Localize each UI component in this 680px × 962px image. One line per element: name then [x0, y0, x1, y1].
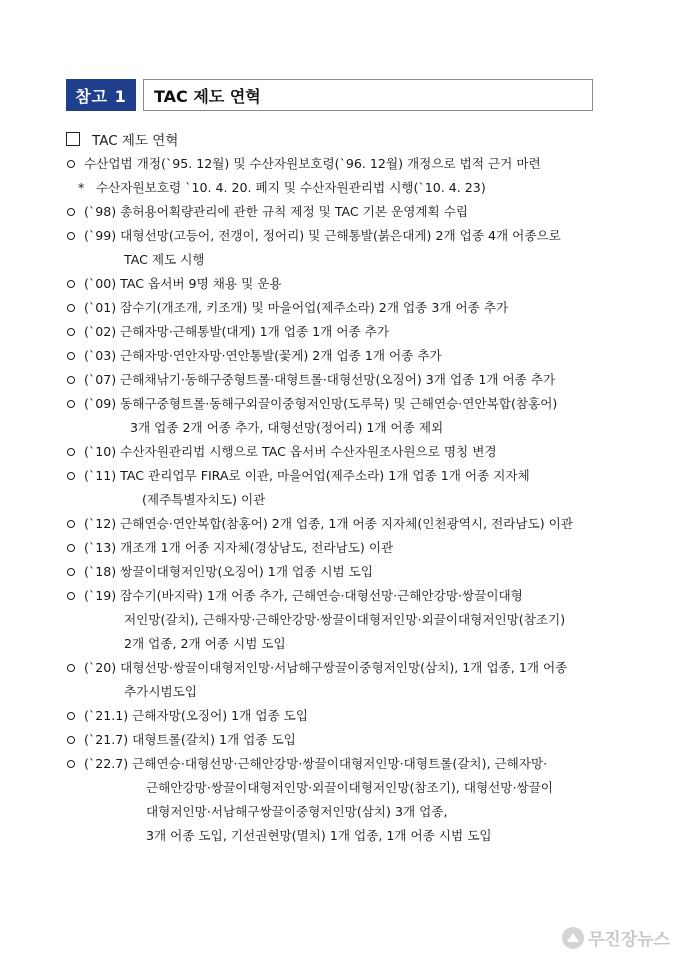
item-text: 수산업법 개정(`95. 12월) 및 수산자원보호령(`96. 12월) 개정으로 법적 근거 마련	[84, 156, 541, 171]
list-item	[66, 704, 626, 728]
list-item	[66, 272, 626, 296]
asterisk-icon: *	[78, 180, 85, 195]
circle-bullet-icon	[67, 448, 75, 456]
item-text: (`13) 개조개 1개 어종 지자체(경상남도, 전라남도) 이관	[84, 540, 394, 555]
circle-bullet-icon	[67, 568, 75, 576]
list-item	[66, 728, 626, 752]
circle-bullet-icon	[67, 712, 75, 720]
circle-bullet-icon	[67, 232, 75, 240]
item-text: (`19) 잠수기(바지락) 1개 어종 추가, 근해연승·대형선망·근해안강망·쌍끌이대형	[84, 588, 523, 603]
item-text: (`03) 근해자망·연안자망·연안통발(꽃게) 2개 업종 1개 어종 추가	[84, 348, 442, 363]
list-item	[66, 560, 626, 584]
circle-bullet-icon	[67, 208, 75, 216]
list-item	[66, 440, 626, 464]
watermark-text: 무진장뉴스	[587, 930, 670, 950]
item-text: (`18) 쌍끌이대형저인망(오징어) 1개 업종 시범 도입	[84, 564, 373, 579]
list-item	[66, 368, 626, 392]
circle-bullet-icon	[67, 400, 75, 408]
item-text-continued: TAC 제도 시행	[124, 252, 205, 267]
circle-bullet-icon	[67, 376, 75, 384]
circle-bullet-icon	[67, 736, 75, 744]
circle-bullet-icon	[67, 544, 75, 552]
item-text: (`11) TAC 관리업무 FIRA로 이관, 마을어업(제주소라) 1개 업종 1개 어종 지자체	[84, 468, 530, 483]
history-list	[66, 152, 626, 848]
item-text-continued: 3개 어종 도입, 기선권현망(멸치) 1개 업종, 1개 어종 시범 도입	[146, 828, 492, 843]
list-item	[66, 320, 626, 344]
list-item	[66, 752, 626, 848]
item-text-continued: (제주특별자치도) 이관	[142, 492, 266, 507]
list-item	[66, 584, 626, 656]
list-item	[66, 392, 626, 440]
note-text: 수산자원보호령 `10. 4. 20. 폐지 및 수산자원관리법 시행(`10. 4. 23)	[96, 180, 486, 195]
circle-bullet-icon	[67, 760, 75, 768]
item-text-continued: 3개 업종 2개 어종 추가, 대형선망(정어리) 1개 어종 제외	[130, 420, 444, 435]
item-text: (`98) 총허용어획량관리에 관한 규칙 제정 및 TAC 기본 운영계획 수립	[84, 204, 469, 219]
circle-bullet-icon	[67, 592, 75, 600]
item-text-continued: 대형저인망·서남해구쌍끌이중형저인망(삼치) 3개 업종,	[146, 804, 448, 819]
list-item	[66, 512, 626, 536]
circle-bullet-icon	[67, 160, 75, 168]
list-item	[66, 344, 626, 368]
circle-bullet-icon	[67, 520, 75, 528]
mountain-logo-icon	[562, 927, 584, 949]
item-text-continued: 저인망(갈치), 근해자망·근해안강망·쌍끌이대형저인망·외끌이대형저인망(참조기)	[124, 612, 566, 627]
circle-bullet-icon	[67, 280, 75, 288]
item-text: (`01) 잠수기(개조개, 키조개) 및 마을어업(제주소라) 2개 업종 3개 어종 추가	[84, 300, 509, 315]
item-text: (`21.1) 근해자망(오징어) 1개 업종 도입	[84, 708, 309, 723]
page-title: TAC 제도 연혁	[143, 79, 593, 111]
reference-tag: 참고 1	[66, 79, 136, 111]
item-text-continued: 근해안강망·쌍끌이대형저인망·외끌이대형저인망(참조기), 대형선망·쌍끌이	[146, 780, 553, 795]
list-item	[66, 296, 626, 320]
list-item	[66, 656, 626, 704]
item-text: (`09) 동해구중형트롤·동해구외끌이중형저인망(도루묵) 및 근해연승·연안복합(참홍어)	[84, 396, 558, 411]
item-text: (`21.7) 대형트롤(갈치) 1개 업종 도입	[84, 732, 296, 747]
circle-bullet-icon	[67, 304, 75, 312]
item-text: (`20) 대형선망·쌍끌이대형저인망·서남해구쌍끌이중형저인망(삼치), 1개 업종, 1개 어종	[84, 660, 568, 675]
item-text: (`12) 근해연승·연안복합(참홍어) 2개 업종, 1개 어종 지자체(인천광역시, 전라남도) 이관	[84, 516, 573, 531]
square-bullet-icon	[66, 132, 80, 146]
item-text: (`22.7) 근해연승·대형선망·근해안강망·쌍끌이대형저인망·대형트롤(갈치), 근해자망·	[84, 756, 548, 771]
circle-bullet-icon	[67, 328, 75, 336]
section-heading-text: TAC 제도 연혁	[92, 133, 179, 149]
item-text: (`07) 근해채낚기·동해구중형트롤·대형트롤·대형선망(오징어) 3개 업종 1개 어종 추가	[84, 372, 556, 387]
section-heading	[66, 129, 178, 149]
circle-bullet-icon	[67, 472, 75, 480]
circle-bullet-icon	[67, 352, 75, 360]
watermark	[562, 925, 670, 950]
reference-header	[66, 79, 593, 111]
item-text: (`00) TAC 옵서버 9명 채용 및 운용	[84, 276, 282, 291]
circle-bullet-icon	[67, 664, 75, 672]
item-text: (`10) 수산자원관리법 시행으로 TAC 옵서버 수산자원조사원으로 명칭 변경	[84, 444, 497, 459]
item-text-continued: 추가시범도입	[124, 684, 197, 699]
list-item	[66, 152, 626, 176]
item-text-continued: 2개 업종, 2개 어종 시범 도입	[124, 636, 286, 651]
item-text: (`02) 근해자망·근해통발(대게) 1개 업종 1개 어종 추가	[84, 324, 390, 339]
item-text: (`99) 대형선망(고등어, 전갱이, 정어리) 및 근해통발(붉은대게) 2개 업종 4개 어종으로	[84, 228, 561, 243]
list-item	[66, 536, 626, 560]
list-item	[66, 200, 626, 224]
list-item	[66, 464, 626, 512]
list-item	[66, 224, 626, 272]
note-item	[66, 176, 626, 200]
